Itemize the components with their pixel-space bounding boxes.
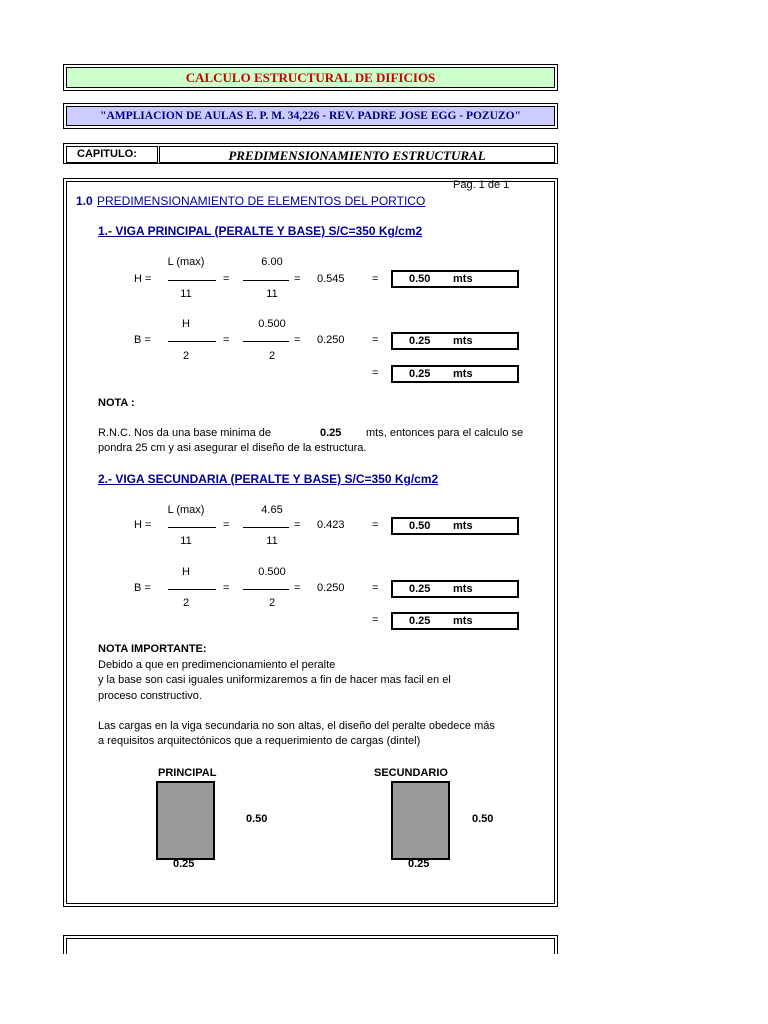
result-value: 0.250 bbox=[317, 582, 345, 594]
nota-importante-line: y la base son casi iguales uniformizaremos a fin de hacer mas facil en el bbox=[98, 674, 451, 686]
denominator: 11 bbox=[180, 288, 192, 300]
numerator: H bbox=[182, 318, 190, 330]
fraction-bar bbox=[243, 341, 289, 342]
equals-sign: = bbox=[223, 273, 230, 285]
fraction-bar bbox=[243, 280, 289, 281]
formula-label: H = bbox=[134, 519, 152, 531]
project-box bbox=[63, 103, 558, 129]
box-value: 0.25 bbox=[409, 368, 431, 380]
project-name: "AMPLIACION DE AULAS E. P. M. 34,226 - REV. PADRE JOSE EGG - POZUZO" bbox=[100, 110, 521, 122]
equals-sign: = bbox=[372, 519, 379, 531]
equals-sign: = bbox=[372, 273, 379, 285]
equals-sign: = bbox=[294, 519, 301, 531]
equals-sign: = bbox=[372, 367, 379, 379]
fraction-bar bbox=[168, 589, 216, 590]
section-label: SECUNDARIO bbox=[374, 767, 448, 779]
chapter-label-cell bbox=[66, 146, 158, 163]
box-value: 0.25 bbox=[409, 615, 431, 627]
box-unit: mts bbox=[453, 368, 473, 380]
result-value: 0.545 bbox=[317, 273, 345, 285]
denominator: 2 bbox=[268, 597, 276, 609]
box-value: 0.50 bbox=[409, 273, 431, 285]
box-unit: mts bbox=[453, 520, 473, 532]
principal-beam-rect bbox=[156, 781, 215, 860]
nota-text-b: mts, entonces para el calculo se bbox=[366, 427, 524, 439]
nota-importante-line: proceso constructivo. bbox=[98, 690, 202, 702]
section-label: PRINCIPAL bbox=[158, 767, 217, 779]
nota-text-line2: pondra 25 cm y asi asegurar el diseño de la estructura. bbox=[98, 442, 367, 454]
numerator: 0.500 bbox=[258, 318, 286, 330]
chapter-value: PREDIMENSIONAMIENTO ESTRUCTURAL bbox=[228, 148, 486, 163]
chapter-value-cell bbox=[159, 146, 555, 163]
result-box bbox=[391, 580, 519, 598]
numerator: 6.00 bbox=[261, 256, 283, 268]
nota-value: 0.25 bbox=[320, 427, 342, 439]
formula-label: B = bbox=[134, 334, 151, 346]
page-cut bbox=[0, 954, 768, 1024]
equals-sign: = bbox=[223, 582, 230, 594]
box-unit: mts bbox=[453, 335, 473, 347]
adopted-box bbox=[391, 612, 519, 630]
box-unit: mts bbox=[453, 615, 473, 627]
nota-importante-line: Las cargas en la viga secundaria no son altas, el diseño del peralte obedece más bbox=[98, 720, 495, 732]
document-title: CALCULO ESTRUCTURAL DE DIFICIOS bbox=[185, 69, 436, 85]
box-unit: mts bbox=[453, 273, 473, 285]
secundario-beam-rect bbox=[391, 781, 450, 860]
section-base: 0.25 bbox=[173, 858, 195, 870]
denominator: 2 bbox=[268, 350, 276, 362]
fraction-bar bbox=[168, 527, 216, 528]
section-height: 0.50 bbox=[472, 813, 494, 825]
equals-sign: = bbox=[294, 273, 301, 285]
box-unit: mts bbox=[453, 583, 473, 595]
section-number: 1.0 bbox=[76, 194, 93, 208]
numerator: H bbox=[182, 566, 190, 578]
equals-sign: = bbox=[372, 582, 379, 594]
equals-sign: = bbox=[372, 334, 379, 346]
box-value: 0.25 bbox=[409, 335, 431, 347]
denominator: 11 bbox=[180, 535, 192, 547]
denominator: 2 bbox=[182, 597, 190, 609]
denominator: 2 bbox=[182, 350, 190, 362]
result-box bbox=[391, 332, 519, 350]
viga-secundaria-heading: 2.- VIGA SECUNDARIA (PERALTE Y BASE) S/C=350 Kg/cm2 bbox=[98, 472, 439, 486]
box-value: 0.50 bbox=[409, 520, 431, 532]
nota-importante-line: Debido a que en predimencionamiento el peralte bbox=[98, 659, 336, 671]
denominator: 11 bbox=[266, 535, 278, 547]
section-base: 0.25 bbox=[408, 858, 430, 870]
equals-sign: = bbox=[294, 582, 301, 594]
title-box bbox=[63, 64, 558, 91]
result-value: 0.250 bbox=[317, 334, 345, 346]
numerator: L (max) bbox=[167, 256, 205, 268]
fraction-bar bbox=[243, 527, 289, 528]
result-box bbox=[391, 270, 519, 288]
numerator: 4.65 bbox=[261, 504, 283, 516]
nota-title: NOTA : bbox=[98, 397, 135, 409]
denominator: 11 bbox=[266, 288, 278, 300]
box-value: 0.25 bbox=[409, 583, 431, 595]
chapter-label: CAPITULO: bbox=[77, 148, 137, 160]
equals-sign: = bbox=[223, 519, 230, 531]
viga-principal-heading: 1.- VIGA PRINCIPAL (PERALTE Y BASE) S/C=350 Kg/cm2 bbox=[98, 224, 423, 238]
numerator: L (max) bbox=[167, 504, 205, 516]
formula-label: H = bbox=[134, 273, 152, 285]
fraction-bar bbox=[243, 589, 289, 590]
equals-sign: = bbox=[372, 614, 379, 626]
equals-sign: = bbox=[294, 334, 301, 346]
chapter-box bbox=[63, 143, 558, 164]
fraction-bar bbox=[168, 280, 216, 281]
page-number: Pag. 1 de 1 bbox=[453, 179, 510, 191]
result-value: 0.423 bbox=[317, 519, 345, 531]
section-height: 0.50 bbox=[246, 813, 268, 825]
adopted-box bbox=[391, 365, 519, 383]
fraction-bar bbox=[168, 341, 216, 342]
result-box bbox=[391, 517, 519, 535]
nota-importante-line: a requisitos arquitectónicos que a requerimiento de cargas (dintel) bbox=[98, 735, 421, 747]
section-title: PREDIMENSIONAMIENTO DE ELEMENTOS DEL PORTICO bbox=[97, 194, 426, 208]
equals-sign: = bbox=[223, 334, 230, 346]
nota-text-a: R.N.C. Nos da una base minima de bbox=[98, 427, 272, 439]
formula-label: B = bbox=[134, 582, 151, 594]
numerator: 0.500 bbox=[258, 566, 286, 578]
nota-importante-title: NOTA IMPORTANTE: bbox=[98, 643, 207, 655]
